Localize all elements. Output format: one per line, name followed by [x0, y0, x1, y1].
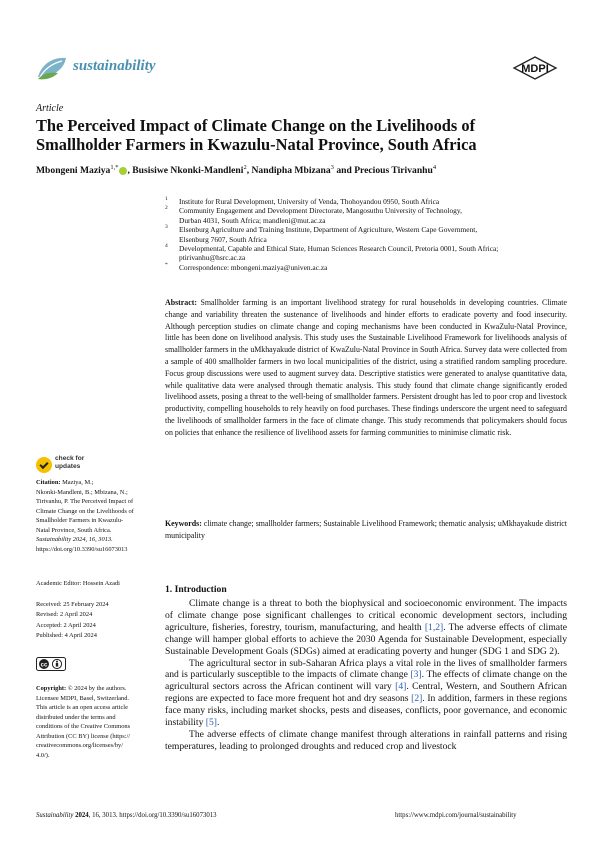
affiliation-line: ptirivanhu@hsrc.ac.za	[179, 253, 246, 263]
citation-line: Tirivanhu, P. The Perceived Impact of	[36, 498, 134, 505]
citation-line: Smallholder Farmers in Kwazulu-	[36, 517, 124, 524]
footer-doi[interactable]: , 16, 3013. https://doi.org/10.3390/su16073013	[88, 812, 217, 819]
affiliation-line: Elsenburg 7607, South Africa	[179, 234, 267, 244]
affiliation-mark: 1	[165, 196, 168, 202]
footer-journal-url[interactable]: https://www.mdpi.com/journal/sustainability	[395, 812, 517, 819]
body-paragraph: Climate change is a threat to both the biophysical and socioeconomic environment. The impacts of climate change pose significant challenges to critical economic development sectors, including agriculture, fisheries, forestry, tourism, manufacturing, and health [1,2]. The adverse effects of climate change will hamper global efforts to achieve the 2030 Agenda for Sustainable Development, especially Sustainable Development Goals (SDGs) aimed at eradicating poverty and hunger (SDG 1 and SDG 2).	[165, 598, 567, 657]
affiliation-line: Community Engagement and Development Directorate, Mangosuthu University of Technology,	[179, 206, 462, 216]
author-separator: and	[333, 165, 355, 177]
affiliation-mark: 2	[165, 205, 168, 212]
footer-year: 2024	[75, 812, 89, 819]
author-separator: ,	[246, 165, 252, 177]
citation-line: Citation: Maziya, M.;	[36, 479, 94, 486]
body-paragraph: The agricultural sector in sub-Saharan Africa plays a vital role in the lives of smallholder farmers and is particularly susceptible to the impacts of climate change [3]. The effects of climate change on the agricultural sectors across the African continent will vary [4]. Central, Western, and Southern African regions are expected to face more frequent hot and dry seasons [2]. In addition, farmers in these regions face many risks, including market shocks, pests and diseases, conflicts, poor governance, and economic instability [5].	[165, 657, 567, 729]
reference-link[interactable]: [1,2]	[424, 621, 444, 633]
check-updates-icon	[36, 457, 52, 473]
publication-dates	[36, 600, 109, 641]
copyright-line[interactable]: creativecommons.org/licenses/by/	[36, 742, 124, 749]
author-affil-mark: 1,*	[110, 164, 119, 171]
affiliation-line: Elsenburg Agriculture and Training Institute, Department of Agriculture, Western Cape Government,	[179, 225, 478, 235]
citation-doi-link[interactable]: https://doi.org/10.3390/su16073013	[36, 545, 128, 553]
reference-link[interactable]: [4]	[395, 681, 407, 693]
body-paragraph: The adverse effects of climate change manifest through alterations in rainfall patterns and rising temperatures, leading to prolonged droughts and reduced crop and livestock	[165, 728, 567, 752]
body-text	[165, 598, 567, 753]
affiliation-line: Institute for Rural Development, University of Venda, Thohoyandou 0950, South Africa	[179, 197, 440, 206]
footer-citation	[36, 812, 217, 819]
correspondence-line[interactable]: Correspondence: mbongeni.maziya@univen.ac.za	[179, 262, 328, 272]
copyright-line[interactable]: Attribution (CC BY) license (https://	[36, 732, 131, 740]
journal-name[interactable]: sustainability	[73, 58, 156, 74]
copyright-line: Copyright: © 2024 by the authors.	[36, 685, 127, 692]
check-for-updates-button[interactable]	[36, 455, 96, 477]
copyright-label: Copyright:	[36, 685, 67, 692]
academic-editor: Academic Editor: Hossein Azadi	[36, 580, 120, 587]
copyright-line: conditions of the Creative Commons	[36, 723, 131, 730]
abstract-text: Smallholder farming is an important livelihood strategy for rural households in developing countries. Climate change and variability threaten the sustenance of livelihoods and hinder efforts to eradicate poverty and food insecurity. Although perception studies on climate change and coping mechanisms have been conducted in KwaZulu-Natal Province, little has been done on livelihood analysis. This study uses the Sustainable Livelihood Framework for livelihoods analysis of smallholder farmers in the uMkhayakude district of KwaZulu-Natal Province in South Africa. Survey data were collected from a sample of 400 smallholder farmers in two local municipalities of the district, using a stratified random sampling procedure. Focus group discussions were used to augment survey data. Descriptive statistics were generated to analyse quantitative data, while qualitative data were analysed through thematic analysis. This study found that climate change significantly eroded livelihood assets, posing a threat to the well-being of smallholder farmers. Persistent drought has led to poor crop and livestock productivity, compelling households to rely heavily on food purchases. These findings underscore the urgent need to safeguard the livelihoods of smallholder farmers in the face of climate change. This study recommends that policymakers should focus on policies that enhance the resilience of livelihood assets for farming communities to minimise climatic risk.	[165, 298, 567, 437]
affiliation-item	[165, 244, 565, 263]
reference-link[interactable]: [5]	[205, 717, 217, 729]
author-name[interactable]: Precious Tirivanhu	[354, 165, 433, 177]
copyright-line: distributed under the terms and	[36, 713, 116, 721]
affiliation-item	[165, 206, 565, 225]
title-line: The Perceived Impact of Climate Change on the Livelihoods of	[36, 116, 476, 135]
date-published: Published: 4 April 2024	[36, 632, 97, 640]
author-name[interactable]: Nandipha Mbizana	[251, 165, 331, 177]
cc-badge-text: cc	[40, 662, 48, 669]
citation-line: Climate Change on the Livelihoods of	[36, 507, 134, 515]
copyright-block	[36, 684, 154, 760]
affiliation-item	[165, 197, 565, 206]
abstract	[165, 297, 567, 439]
citation-block	[36, 478, 154, 554]
reference-link[interactable]: [2]	[411, 693, 423, 705]
keywords	[165, 518, 567, 542]
keywords-text: climate change; smallholder farmers; Sustainable Livelihood Framework; thematic analysis; uMkhayakude district municipality	[165, 519, 567, 540]
abstract-label: Abstract:	[165, 298, 197, 307]
author-separator: ,	[127, 165, 133, 177]
copyright-line: Licensee MDPI, Basel, Switzerland.	[36, 694, 129, 702]
keywords-label: Keywords:	[165, 519, 202, 528]
copyright-line[interactable]: 4.0/).	[36, 751, 50, 759]
affiliation-item	[165, 225, 565, 244]
footer-journal: Sustainability	[36, 812, 74, 819]
journal-logo-icon	[36, 55, 68, 81]
affiliation-item	[165, 263, 565, 272]
date-accepted: Accepted: 2 April 2024	[36, 621, 96, 629]
affiliation-mark: 3	[165, 224, 168, 231]
article-title	[36, 116, 566, 154]
affiliation-mark: 4	[165, 243, 168, 250]
author-affil-mark: 2	[243, 164, 247, 171]
author-name[interactable]: Busisiwe Nkonki-Mandleni	[132, 165, 244, 177]
author-affil-mark: 3	[330, 164, 334, 171]
author-name[interactable]: Mbongeni Maziya	[36, 165, 111, 177]
date-received: Received: 25 February 2024	[36, 601, 109, 608]
reference-link[interactable]: [3]	[410, 669, 422, 681]
author-affil-mark: 4	[432, 164, 437, 171]
cc-license-badge[interactable]	[36, 657, 66, 671]
article-type: Article	[36, 103, 64, 114]
affiliations	[165, 197, 565, 272]
citation-label: Citation:	[36, 479, 61, 486]
affiliation-mark: *	[165, 261, 168, 268]
author-list	[36, 164, 576, 176]
citation-line: Natal Province, South Africa.	[36, 526, 112, 534]
section-heading: 1. Introduction	[165, 584, 227, 595]
mdpi-logo[interactable]	[512, 56, 558, 80]
citation-line: Sustainability 2024, 16, 3013.	[36, 536, 113, 543]
mdpi-logo-text: MDPI	[521, 63, 549, 75]
citation-line: Nkonki-Mandleni, B.; Mbizana, N.;	[36, 488, 128, 496]
affiliation-line: Durban 4031, South Africa; mandleni@mut.ac.za	[179, 215, 326, 225]
date-revised: Revised: 2 April 2024	[36, 611, 93, 619]
title-line: Smallholder Farmers in Kwazulu-Natal Province, South Africa	[36, 135, 477, 154]
affiliation-line: Developmental, Capable and Ethical State, Human Sciences Research Council, Pretoria 0001, South Africa;	[179, 244, 499, 254]
check-updates-line: updates	[55, 462, 81, 470]
copyright-line: This article is an open access article	[36, 704, 128, 711]
check-updates-line: check for	[55, 455, 85, 462]
